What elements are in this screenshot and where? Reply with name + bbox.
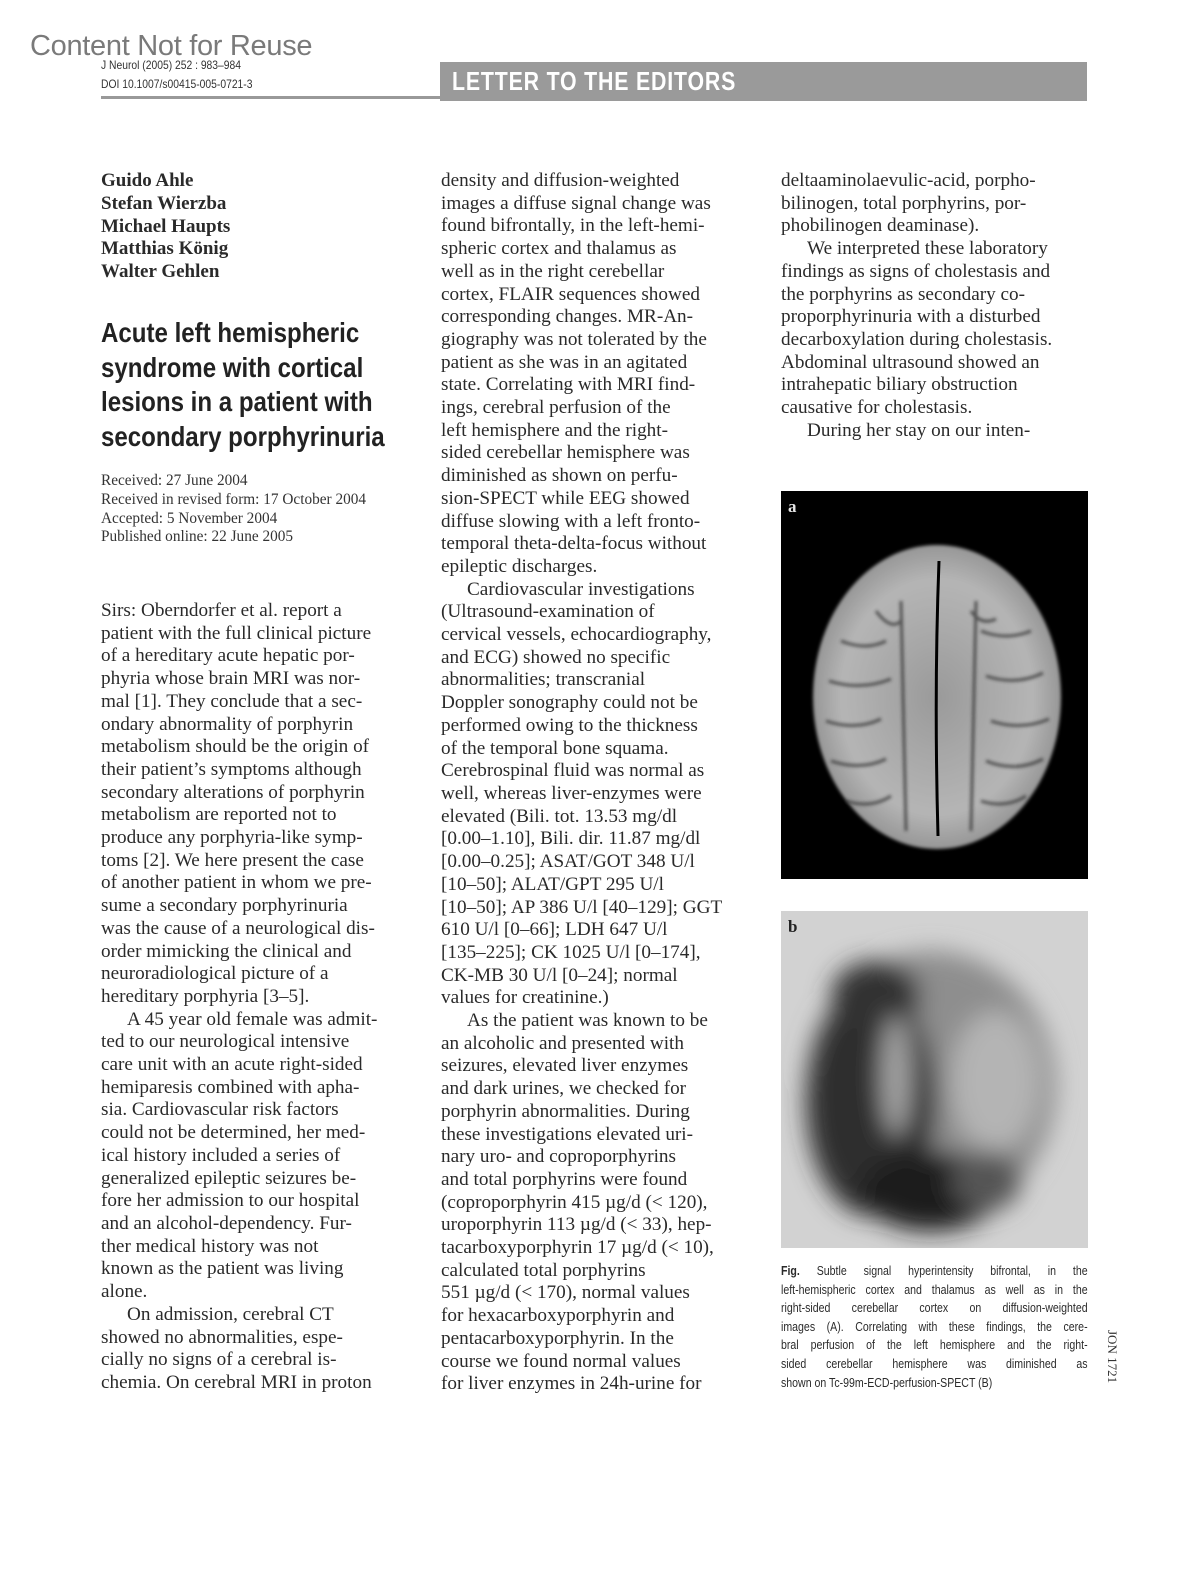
text-line: density and diffusion-weighted <box>441 170 680 191</box>
text-line: sided cerebellar hemisphere was <box>441 442 690 464</box>
text-line: (Ultrasound-examination of <box>441 601 655 623</box>
text-line: tacarboxyporphyrin 17 µg/d (< 10), <box>441 1237 714 1259</box>
text-line: (coproporphyrin 415 µg/d (< 120), <box>441 1191 708 1213</box>
side-code: JON 1721 <box>1105 1330 1120 1384</box>
text-line: Sirs: Oberndorfer et al. report a <box>101 600 342 621</box>
watermark: Content Not for Reuse <box>30 30 313 62</box>
text-line: their patient’s symptoms although <box>101 758 362 780</box>
text-line: calculated total porphyrins <box>441 1259 646 1281</box>
text-line: epileptic discharges. <box>441 555 598 577</box>
text-line: 610 U/l [0–66]; LDH 647 U/l <box>441 919 668 941</box>
text-line: decarboxylation during cholestasis. <box>781 328 1053 350</box>
text-line: giography was not tolerated by the <box>441 328 707 350</box>
text-line: well, whereas liver-enzymes were <box>441 782 702 804</box>
caption-line: shown on Tc-99m-ECD-perfusion-SPECT (B) <box>781 1375 993 1390</box>
received-date: Received: 27 June 2004 <box>101 472 248 489</box>
text-line: generalized epileptic seizures be- <box>101 1167 357 1189</box>
text-line: ondary abnormality of porphyrin <box>101 713 354 735</box>
author-name: Stefan Wierzba <box>101 192 227 214</box>
caption-fig-label: Fig. <box>781 1264 800 1278</box>
text-line: We interpreted these laboratory <box>807 238 1048 260</box>
revised-date: Received in revised form: 17 October 2004 <box>101 490 367 508</box>
mri-brain-image <box>781 491 1088 879</box>
text-line: ther medical history was not <box>101 1235 319 1257</box>
text-line: produce any porphyria-like symp- <box>101 827 363 849</box>
body-column-1 <box>101 600 411 1395</box>
journal-doi: DOI 10.1007/s00415-005-0721-3 <box>101 77 253 91</box>
body-column-3 <box>781 170 1091 442</box>
text-line: showed no abnormalities, espe- <box>101 1326 343 1348</box>
text-line: course we found normal values <box>441 1350 681 1372</box>
text-line: proporphyrinuria with a disturbed <box>781 306 1041 328</box>
header-rule <box>101 96 441 99</box>
text-line: findings as signs of cholestasis and <box>781 260 1051 282</box>
text-line: metabolism are reported not to <box>101 804 337 826</box>
text-line: deltaaminolaevulic-acid, porpho- <box>781 170 1036 191</box>
text-line: could not be determined, her med- <box>101 1122 366 1144</box>
journal-citation: J Neurol (2005) 252 : 983–984 <box>101 58 241 72</box>
text-line: As the patient was known to be <box>467 1010 708 1032</box>
title-line: syndrome with cortical <box>101 351 364 383</box>
text-line: corresponding changes. MR-An- <box>441 306 694 328</box>
text-line: diminished as shown on perfu- <box>441 465 678 487</box>
title-line: lesions in a patient with <box>101 386 373 417</box>
text-line: patient as she was in an agitated <box>441 351 688 373</box>
text-line: Abdominal ultrasound showed an <box>781 351 1040 373</box>
text-line: known as the patient was living <box>101 1258 344 1280</box>
text-line: ical history included a series of <box>101 1144 341 1166</box>
text-line: spheric cortex and thalamus as <box>441 238 677 260</box>
text-line: A 45 year old female was admit- <box>127 1008 378 1030</box>
text-line: sume a secondary porphyrinuria <box>101 895 348 917</box>
text-line: for liver enzymes in 24h-urine for <box>441 1373 702 1395</box>
text-line: CK-MB 30 U/l [0–24]; normal <box>441 964 678 986</box>
text-line: mal [1]. They conclude that a sec- <box>101 690 363 712</box>
text-line: for hexacarboxyporphyrin and <box>441 1305 675 1327</box>
text-line: patient with the full clinical picture <box>101 622 372 644</box>
figure-panel-b-spect <box>781 911 1088 1248</box>
text-line: left hemisphere and the right- <box>441 419 668 441</box>
text-line: well as in the right cerebellar <box>441 260 665 282</box>
text-line: Cerebrospinal fluid was normal as <box>441 760 705 782</box>
text-line: chemia. On cerebral MRI in proton <box>101 1371 372 1393</box>
text-line: and total porphyrins were found <box>441 1168 688 1190</box>
published-date: Published online: 22 June 2005 <box>101 528 294 546</box>
text-line: uroporphyrin 113 µg/d (< 33), hep- <box>441 1214 712 1236</box>
text-line: fore her admission to our hospital <box>101 1190 360 1212</box>
caption-line: right-sided cerebellar cortex on diffusion-weighted <box>781 1301 1088 1316</box>
text-line: abnormalities; transcranial <box>441 669 646 691</box>
section-title: LETTER TO THE EDITORS <box>452 66 737 96</box>
figure-caption <box>781 1262 1088 1392</box>
journal-reference <box>101 56 252 94</box>
caption-line: left-hemispheric cortex and thalamus as well as in the <box>781 1282 1088 1297</box>
text-line: bilinogen, total porphyrins, por- <box>781 192 1027 214</box>
text-line: care unit with an acute right-sided <box>101 1054 363 1076</box>
article-title <box>101 316 441 454</box>
text-line: performed owing to the thickness <box>441 714 698 736</box>
author-list <box>101 170 411 284</box>
text-line: the porphyrins as secondary co- <box>781 283 1026 305</box>
text-line: intrahepatic biliary obstruction <box>781 374 1018 396</box>
text-line: Doppler sonography could not be <box>441 692 698 714</box>
panel-b-label: b <box>788 917 798 936</box>
title-line: secondary porphyrinuria <box>101 420 385 452</box>
caption-line: bral perfusion of the left hemisphere and the right- <box>781 1338 1088 1353</box>
title-line: Acute left hemispheric <box>101 317 360 348</box>
text-line: images a diffuse signal change was <box>441 192 711 214</box>
text-line: cially no signs of a cerebral is- <box>101 1349 337 1371</box>
text-line: elevated (Bili. tot. 13.53 mg/dl <box>441 805 678 827</box>
text-line: these investigations elevated uri- <box>441 1123 694 1145</box>
text-line: Cardiovascular investigations <box>467 578 695 600</box>
text-line: On admission, cerebral CT <box>127 1303 334 1325</box>
author-name: Michael Haupts <box>101 215 231 237</box>
text-line: [10–50]; AP 386 U/l [40–129]; GGT <box>441 896 723 918</box>
text-line: toms [2]. We here present the case <box>101 849 364 871</box>
text-line: of the temporal bone squama. <box>441 737 669 759</box>
caption-line: sided cerebellar hemisphere was diminished as <box>781 1356 1088 1371</box>
text-line: causative for cholestasis. <box>781 397 973 419</box>
text-line: [135–225]; CK 1025 U/l [0–174], <box>441 941 701 963</box>
text-line: alone. <box>101 1281 148 1303</box>
text-line: sia. Cardiovascular risk factors <box>101 1099 339 1121</box>
text-line: nary uro- and coproporphyrins <box>441 1146 676 1168</box>
text-line: and dark urines, we checked for <box>441 1078 687 1100</box>
author-name: Guido Ahle <box>101 170 194 191</box>
text-line: porphyrin abnormalities. During <box>441 1100 690 1122</box>
panel-a-label: a <box>788 497 797 516</box>
figure-panel-a-mri <box>781 491 1088 879</box>
body-column-2 <box>441 170 751 1396</box>
text-line: values for creatinine.) <box>441 987 609 1009</box>
text-line: ings, cerebral perfusion of the <box>441 397 671 419</box>
text-line: seizures, elevated liver enzymes <box>441 1055 689 1077</box>
author-name: Matthias König <box>101 238 229 260</box>
text-line: and an alcohol-dependency. Fur- <box>101 1212 352 1234</box>
text-line: phyria whose brain MRI was nor- <box>101 668 361 690</box>
caption-line: images (A). Correlating with these findings, the cere- <box>781 1319 1088 1334</box>
text-line: phobilinogen deaminase). <box>781 215 980 237</box>
text-line: [0.00–0.25]; ASAT/GOT 348 U/l <box>441 851 695 873</box>
text-line: sion-SPECT while EEG showed <box>441 487 690 509</box>
text-line: ted to our neurological intensive <box>101 1031 350 1053</box>
spect-brain-image <box>781 911 1088 1248</box>
section-banner <box>440 62 1087 101</box>
text-line: hemiparesis combined with apha- <box>101 1076 360 1098</box>
text-line: state. Correlating with MRI find- <box>441 374 696 396</box>
caption-line: Fig. Subtle signal hyperintensity bifrontal, in the <box>781 1264 1088 1278</box>
text-line: metabolism should be the origin of <box>101 736 370 758</box>
text-line: temporal theta-delta-focus without <box>441 533 707 555</box>
text-line: an alcoholic and presented with <box>441 1032 684 1054</box>
text-line: of another patient in whom we pre- <box>101 872 372 894</box>
text-line: and ECG) showed no specific <box>441 646 671 668</box>
text-line: 551 µg/d (< 170), normal values <box>441 1282 690 1304</box>
text-line: pentacarboxyporphyrin. In the <box>441 1327 674 1349</box>
text-line: of a hereditary acute hepatic por- <box>101 645 355 667</box>
text-line: [10–50]; ALAT/GPT 295 U/l <box>441 873 664 895</box>
text-line: order mimicking the clinical and <box>101 940 352 962</box>
text-line: [0.00–1.10], Bili. dir. 11.87 mg/dl <box>441 828 701 850</box>
text-line: secondary alterations of porphyrin <box>101 781 365 803</box>
text-line: was the cause of a neurological dis- <box>101 917 375 939</box>
text-line: diffuse slowing with a left fronto- <box>441 510 701 532</box>
text-line: hereditary porphyria [3–5]. <box>101 985 310 1007</box>
text-line: During her stay on our inten- <box>807 419 1031 441</box>
text-line: neuroradiological picture of a <box>101 963 329 985</box>
author-name: Walter Gehlen <box>101 261 220 283</box>
text-line: found bifrontally, in the left-hemi- <box>441 215 705 237</box>
text-line: cervical vessels, echocardiography, <box>441 624 712 646</box>
text-line: cortex, FLAIR sequences showed <box>441 283 700 305</box>
article-dates <box>101 472 411 547</box>
accepted-date: Accepted: 5 November 2004 <box>101 509 278 527</box>
